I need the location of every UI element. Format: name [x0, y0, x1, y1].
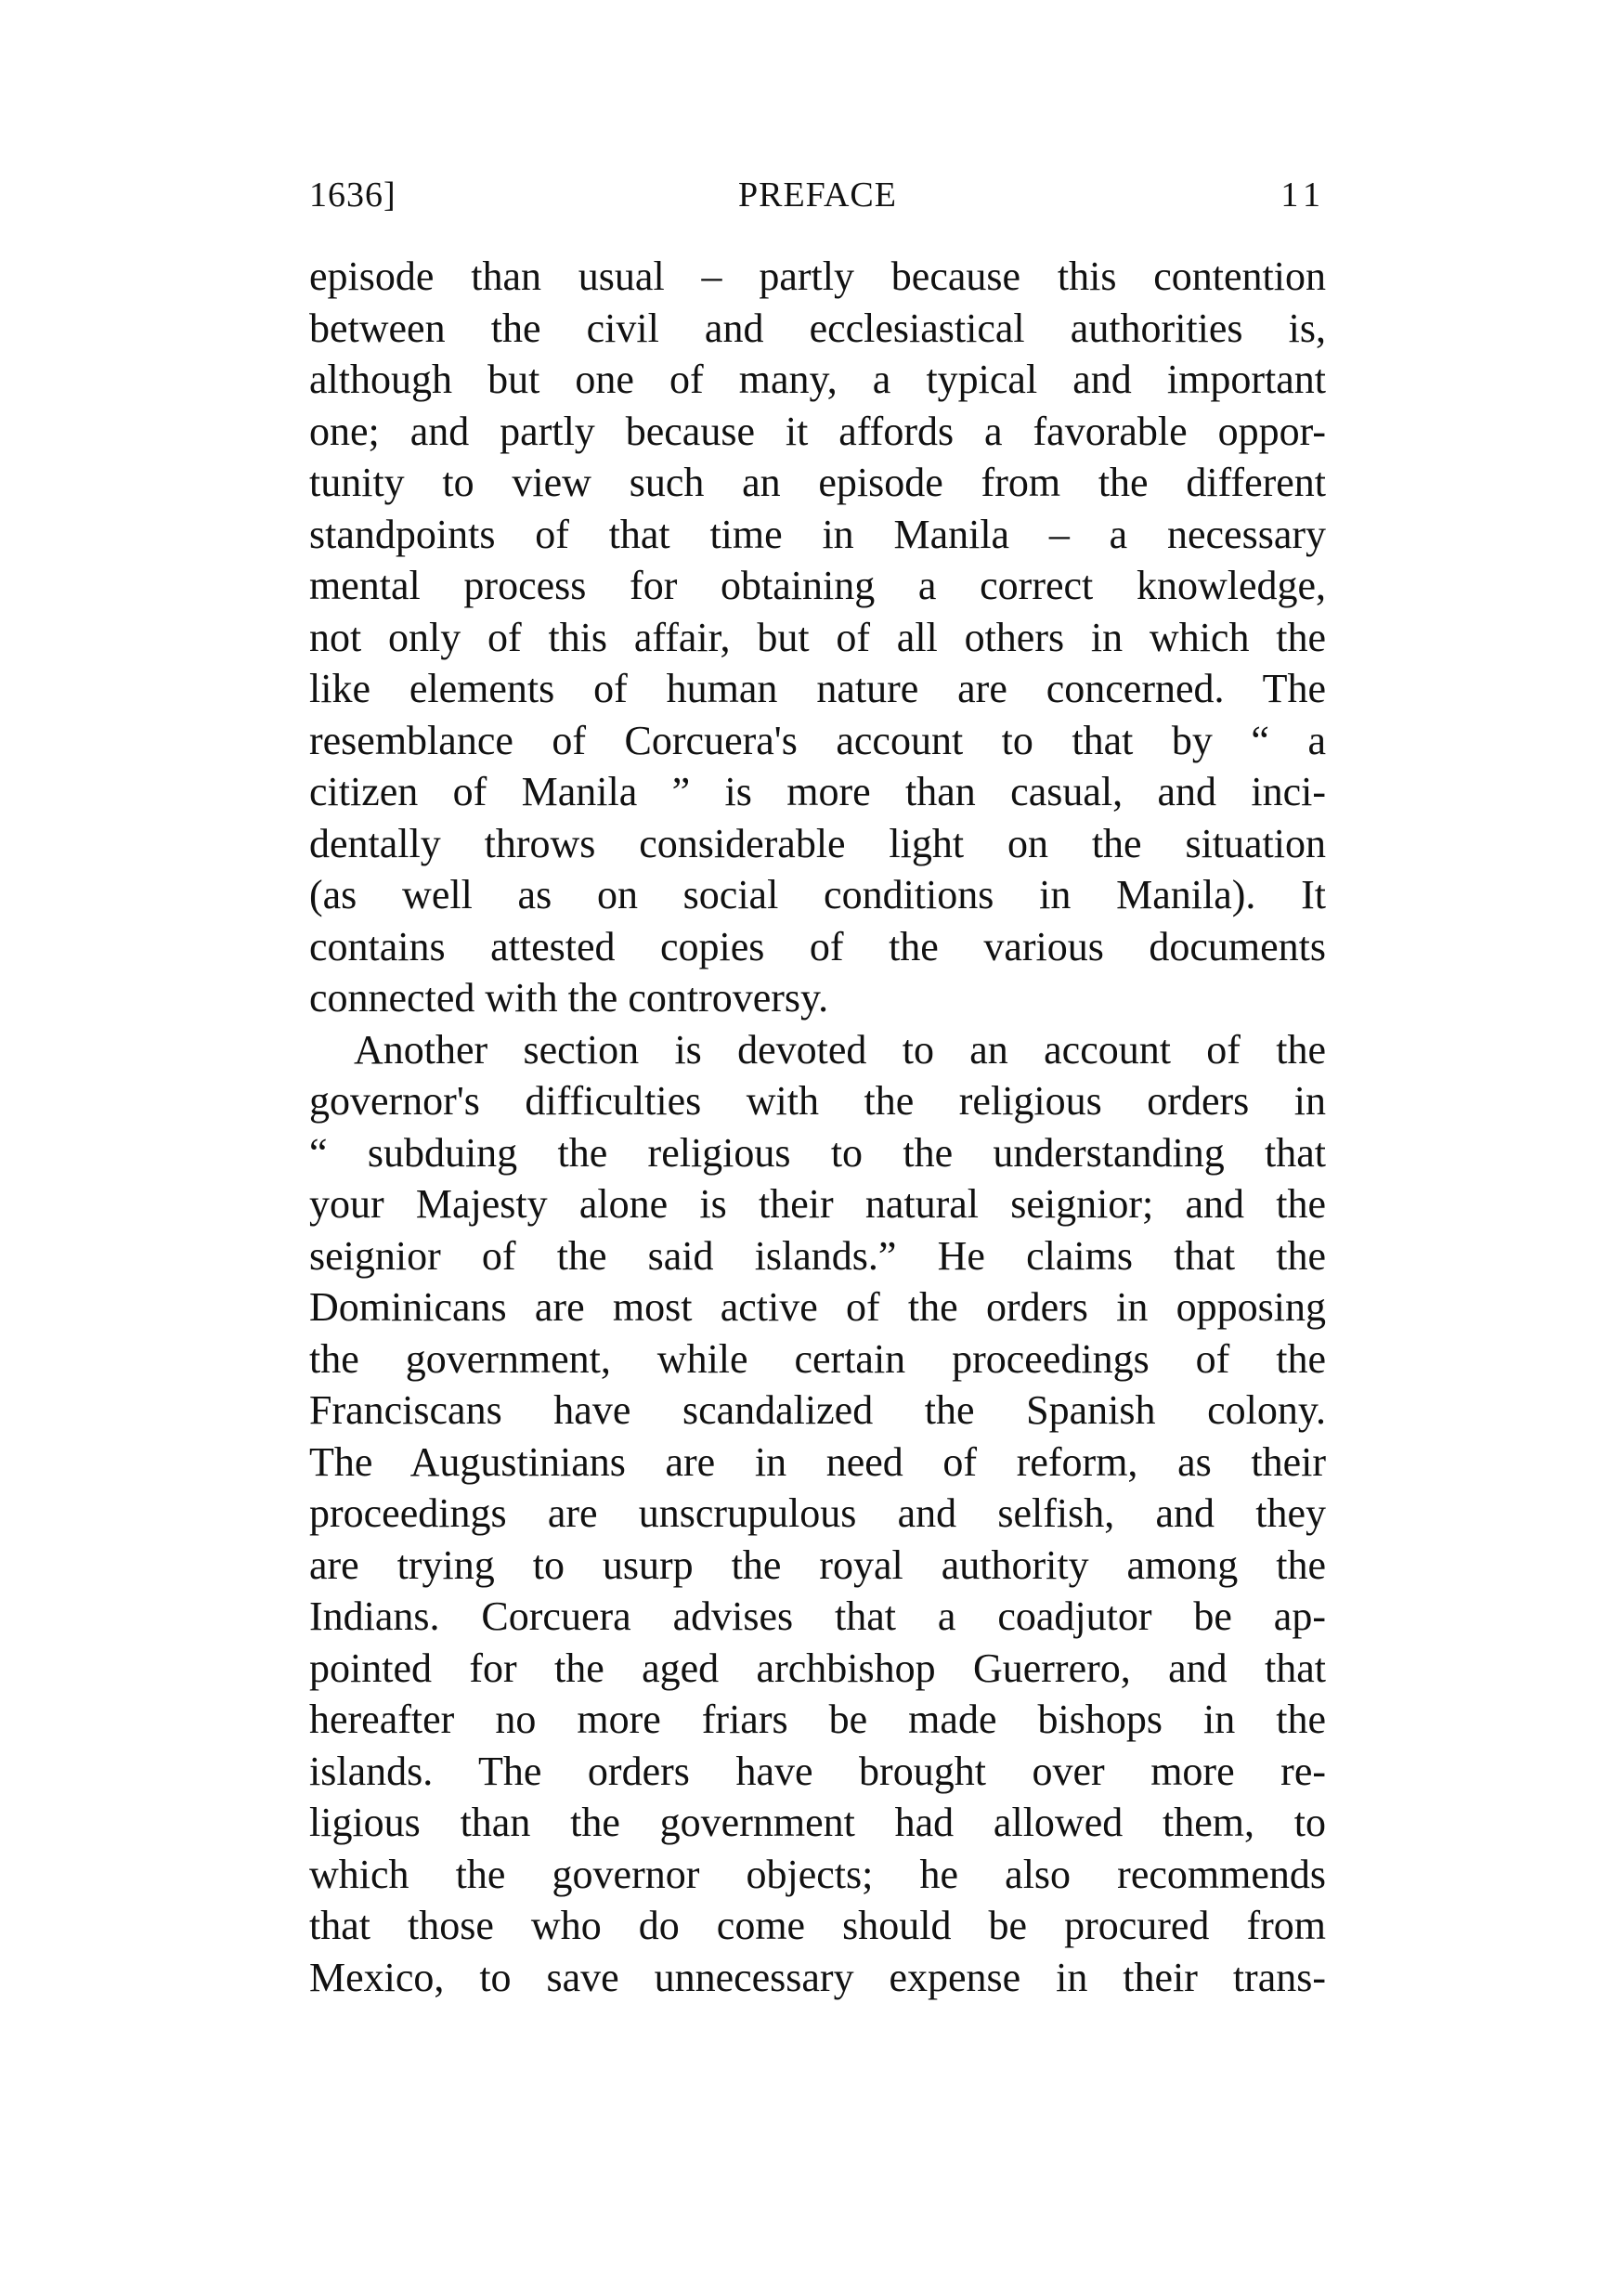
text-line: islands. The orders have brought over more re- [309, 1748, 1326, 1794]
text-line: (as well as on social conditions in Manila). It [309, 872, 1326, 917]
text-line: that those who do come should be procured from [309, 1903, 1326, 1948]
text-line: standpoints of that time in Manila – a necessary [309, 511, 1326, 557]
text-line: The Augustinians are in need of reform, as their [309, 1438, 1326, 1485]
text-line: pointed for the aged archbishop Guerrero, and that [309, 1645, 1326, 1691]
text-line: tunity to view such an episode from the different [309, 460, 1326, 505]
text-line: Dominicans are most active of the orders in opposing [309, 1284, 1326, 1330]
text-line: ligious than the government had allowed them, to [309, 1800, 1326, 1845]
text-line: not only of this affair, but of all others in which the [309, 614, 1326, 660]
text-line: although but one of many, a typical and important [309, 357, 1326, 402]
text-line: are trying to usurp the royal authority among the [309, 1541, 1326, 1588]
running-head-year: 1636] [309, 176, 396, 215]
text-line: resemblance of Corcuera's account to that by “ a [309, 717, 1326, 763]
text-line: contains attested copies of the various documents [309, 923, 1326, 969]
running-head [309, 167, 1326, 223]
body-text [309, 251, 1326, 2003]
text-line: proceedings are unscrupulous and selfish, and they [309, 1490, 1326, 1536]
text-line: your Majesty alone is their natural seignior; and the [309, 1181, 1326, 1227]
text-line: one; and partly because it affords a favorable oppor- [309, 408, 1326, 454]
running-head-title: PREFACE [737, 176, 897, 215]
text-line: Franciscans have scandalized the Spanish colony. [309, 1387, 1326, 1433]
text-line: the government, while certain proceedings of the [309, 1335, 1326, 1382]
text-line: “ subduing the religious to the understanding that [309, 1129, 1326, 1176]
text-line-paragraph-end: connected with the controversy. [309, 975, 829, 1021]
text-line: Mexico, to save unnecessary expense in their trans- [309, 1954, 1326, 2000]
text-line: which the governor objects; he also recommends [309, 1851, 1326, 1897]
text-line: Indians. Corcuera advises that a coadjutor be ap- [309, 1593, 1326, 1639]
text-line: governor's difficulties with the religious orders in [309, 1078, 1326, 1124]
text-line: seignior of the said islands.” He claims that the [309, 1232, 1326, 1279]
text-line: mental process for obtaining a correct knowledge, [309, 563, 1326, 608]
text-line: dentally throws considerable light on the situation [309, 820, 1326, 866]
text-line: between the civil and ecclesiastical authorities is, [309, 305, 1326, 351]
text-line: hereafter no more friars be made bishops in the [309, 1697, 1326, 1742]
text-line: citizen of Manila ” is more than casual, and inci- [309, 769, 1326, 814]
text-line: like elements of human nature are concerned. The [309, 666, 1326, 711]
text-line: episode than usual – partly because this contention [309, 254, 1326, 299]
page-number: 11 [1280, 176, 1326, 215]
text-line-paragraph-start: Another section is devoted to an account of the [354, 1026, 1326, 1073]
